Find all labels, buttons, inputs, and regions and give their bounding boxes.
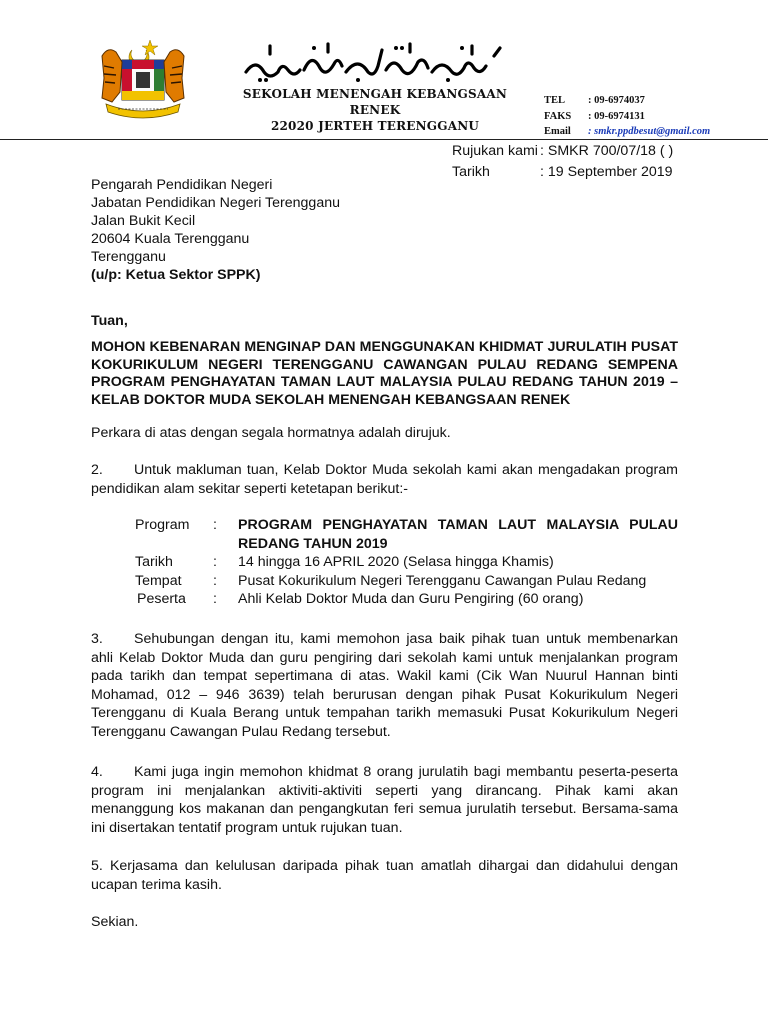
closing-line: Sekian. xyxy=(91,914,139,930)
program-details-table xyxy=(91,516,678,609)
ref-label: Rujukan kami xyxy=(452,143,538,159)
paragraph-text: Kami juga ingin memohon khidmat 8 orang jurulatih bagi membantu peserta-peserta program ini menjalankan aktiviti-aktiviti seperti yang dirancang. Pihak kami akan menanggung kos makanan dan pengangkutan feri semua jurulatih tersebut. Bersama-sama ini disertakan tentatif program untuk rujukan tuan. xyxy=(91,764,678,836)
paragraph-number: 4. xyxy=(91,764,103,780)
detail-colon: : xyxy=(213,591,217,607)
detail-colon: : xyxy=(213,572,217,589)
detail-value: Pusat Kokurikulum Negeri Terengganu Cawangan Pulau Redang xyxy=(238,572,647,589)
detail-colon: : xyxy=(213,554,217,570)
paragraph-text: Untuk makluman tuan, Kelab Doktor Muda sekolah kami akan mengadakan program pendidikan alam sekitar seperti ketetapan berikut:- xyxy=(91,462,678,497)
salutation: Tuan, xyxy=(91,313,128,329)
ref-value: : SMKR 700/07/18 ( ) xyxy=(540,143,674,159)
coat-of-arms-logo xyxy=(92,36,194,120)
detail-row xyxy=(91,572,678,591)
header-divider xyxy=(0,139,768,140)
intro-paragraph: Perkara di atas dengan segala hormatnya adalah dirujuk. xyxy=(91,425,451,441)
contact-label: TEL xyxy=(544,95,566,106)
paragraph-5: 5. Kerjasama dan kelulusan daripada pihak tuan amatlah dihargai dan didahului dengan ucapan terima kasih. xyxy=(91,858,678,893)
paragraph-number: 2. xyxy=(91,462,103,478)
detail-row xyxy=(91,516,678,553)
school-name xyxy=(230,86,520,134)
contact-fax xyxy=(544,109,710,125)
date-label: Tarikh xyxy=(452,164,490,180)
email-link[interactable]: : smkr.ppdbesut@gmail.com xyxy=(588,126,711,137)
detail-colon: : xyxy=(213,517,217,533)
detail-key: Tempat xyxy=(135,572,182,589)
paragraph-text: Sehubungan dengan itu, kami memohon jasa baik pihak tuan untuk membenarkan ahli Kelab Doktor Muda dan guru pengiring dari sekolah kami untuk menjalankan program pada tarikh dan tempat sepertimana di atas. Wakil kami (Cik Wan Nuurul Hannan binti Mohamad, 012 – 946 3639) telah berurusan dengan pihak Pusat Kokurikulum Negeri Terengganu di Kuala Berang untuk tempahan tarikh memasuki Pusat Kokurikulum Negeri Terengganu Cawangan Pulau Redang tersebut. xyxy=(91,631,678,740)
address-line: Jalan Bukit Kecil xyxy=(91,213,196,229)
address-line: 20604 Kuala Terengganu xyxy=(91,231,250,247)
detail-key: Tarikh xyxy=(135,554,173,570)
attention-line: (u/p: Ketua Sektor SPPK) xyxy=(91,267,261,283)
paragraph-number: 3. xyxy=(91,631,103,647)
recipient-address xyxy=(91,176,340,284)
school-name-line1: SEKOLAH MENENGAH KEBANGSAAN RENEK xyxy=(242,87,508,117)
contact-label: Email xyxy=(544,126,571,137)
contact-tel xyxy=(544,93,710,109)
contact-value: : 09-6974037 xyxy=(588,95,645,106)
detail-value: PROGRAM PENGHAYATAN TAMAN LAUT MALAYSIA PULAU REDANG TAHUN 2019 xyxy=(238,517,678,552)
paragraph-3 xyxy=(91,630,678,741)
letter-subject: MOHON KEBENARAN MENGINAP DAN MENGGUNAKAN KHIDMAT JURULATIH PUSAT KOKURIKULUM NEGERI TERENGGANU CAWANGAN PULAU REDANG SEMPENA PROGRAM PENGHAYATAN TAMAN LAUT MALAYSIA PULAU REDANG TAHUN 2019 – KELAB DOKTOR MUDA SEKOLAH MENENGAH KEBANGSAAN RENEK xyxy=(91,339,678,408)
detail-key: Program xyxy=(135,517,190,533)
paragraph-2 xyxy=(91,461,678,498)
address-line: Pengarah Pendidikan Negeri xyxy=(91,177,273,193)
date-value: : 19 September 2019 xyxy=(540,164,673,180)
detail-row xyxy=(91,590,678,609)
contact-block xyxy=(544,93,710,140)
reference-block xyxy=(452,141,673,183)
contact-value: : 09-6974131 xyxy=(588,110,645,122)
contact-label: FAKS xyxy=(544,110,572,122)
address-line: Jabatan Pendidikan Negeri Terengganu xyxy=(91,195,340,211)
detail-value: Ahli Kelab Doktor Muda dan Guru Pengiring (60 orang) xyxy=(238,591,584,607)
detail-value: 14 hingga 16 APRIL 2020 (Selasa hingga Khamis) xyxy=(238,554,554,570)
detail-row xyxy=(91,553,678,572)
contact-email xyxy=(544,124,710,140)
detail-key: Peserta xyxy=(137,591,186,607)
school-address-line2: 22020 JERTEH TERENGGANU xyxy=(270,119,480,133)
address-line: Terengganu xyxy=(91,249,166,265)
paragraph-4 xyxy=(91,763,678,837)
jawi-school-name-calligraphy xyxy=(240,40,510,84)
